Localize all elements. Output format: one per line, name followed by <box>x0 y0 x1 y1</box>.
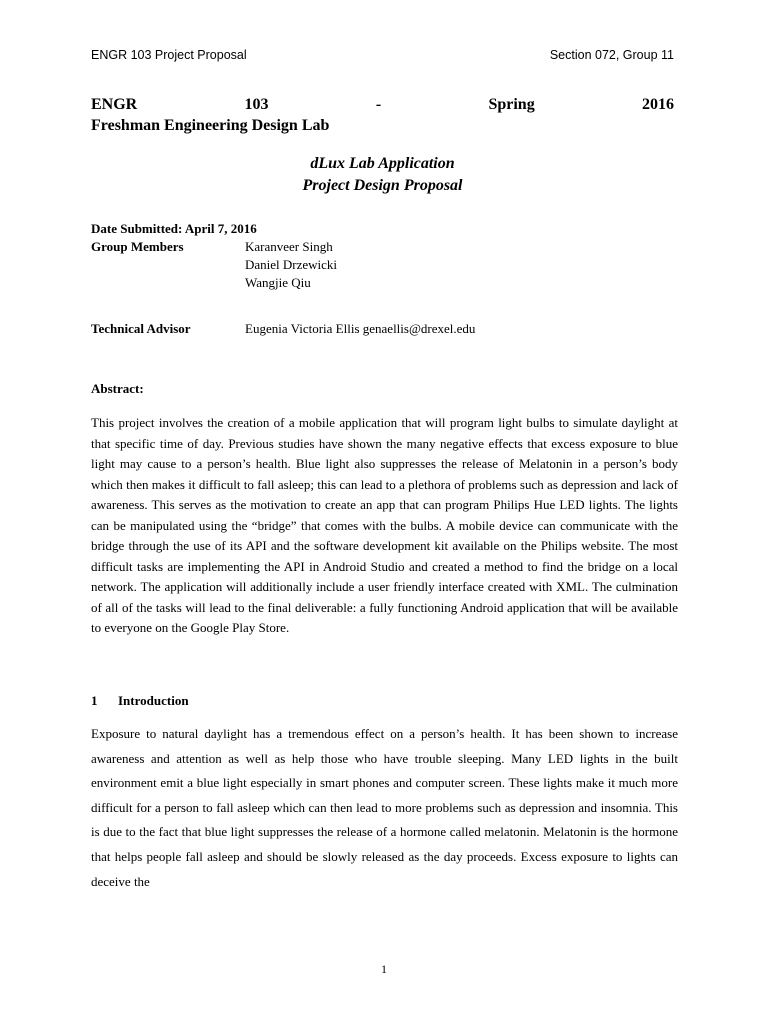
course-code: ENGR <box>91 96 138 113</box>
introduction-paragraph: Exposure to natural daylight has a tremendous effect on a person’s health. It has been shown to increase awareness and attention as well as help those who have trouble sleeping. Many LED lights in the built environment emit a blue light especially in smart phones and computer screen. These lights make it much more difficult for a person to fall asleep which can then lead to more problems such as depression and insomnia. This is due to the fact that blue light suppresses the release of a hormone called melatonin. Melatonin is the hormone that helps people fall asleep and should be slowly released as the day proceeds. Excess exposure to lights can deceive the <box>91 726 678 889</box>
abstract-heading: Abstract: <box>91 381 144 396</box>
term: Spring <box>488 96 535 113</box>
section-number: 1 <box>91 693 98 708</box>
year: 2016 <box>642 96 674 113</box>
group-members-row <box>91 238 475 292</box>
group-member: Wangjie Qiu <box>245 275 311 290</box>
course-title-line <box>91 94 674 115</box>
running-header <box>91 48 674 62</box>
section-title: Introduction <box>118 693 189 708</box>
technical-advisor-label: Technical Advisor <box>91 321 191 336</box>
page-number: 1 <box>381 962 387 976</box>
technical-advisor: Eugenia Victoria Ellis genaellis@drexel.edu <box>245 321 476 336</box>
abstract-paragraph: This project involves the creation of a mobile application that will program light bulbs to simulate daylight at that specific time of day. Previous studies have shown the many negative effects that excess exposure to blue light may cause to a person’s health. Blue light also suppresses the release of Melatonin in a person’s body which then makes it difficult to fall asleep; this can lead to a plethora of problems such as depression and lack of awareness. This serves as the motivation to create an app that can program Philips Hue LED lights. The lights can be manipulated using the “bridge” that comes with the bulbs. A mobile device can communicate with the bridge through the use of its API and the software development kit available on the Philips website. The most difficult tasks are implementing the API in Android Studio and created a method to find the bridge on a local network. The application will additionally include a user friendly interface created with XML. The culmination of all of the tasks will lead to the final deliverable: a fully functioning Android application that will be available to everyone on the Google Play Store. <box>91 415 678 635</box>
group-members-label: Group Members <box>91 239 184 254</box>
project-title-block <box>91 153 674 197</box>
group-members-list <box>245 238 337 292</box>
project-subtitle: Project Design Proposal <box>302 177 463 194</box>
header-left: ENGR 103 Project Proposal <box>91 48 247 62</box>
proposal-meta <box>91 220 475 338</box>
date-submitted-row <box>91 220 475 238</box>
group-member: Karanveer Singh <box>245 239 333 254</box>
project-name: dLux Lab Application <box>310 155 455 172</box>
technical-advisor-row <box>91 320 475 338</box>
header-right: Section 072, Group 11 <box>549 48 674 62</box>
course-number: 103 <box>244 96 269 113</box>
title-block <box>91 94 674 136</box>
title-dash: - <box>375 96 382 113</box>
lab-name: Freshman Engineering Design Lab <box>91 117 330 134</box>
introduction-heading <box>91 693 189 709</box>
date-submitted: Date Submitted: April 7, 2016 <box>91 221 257 236</box>
group-member: Daniel Drzewicki <box>245 257 338 272</box>
